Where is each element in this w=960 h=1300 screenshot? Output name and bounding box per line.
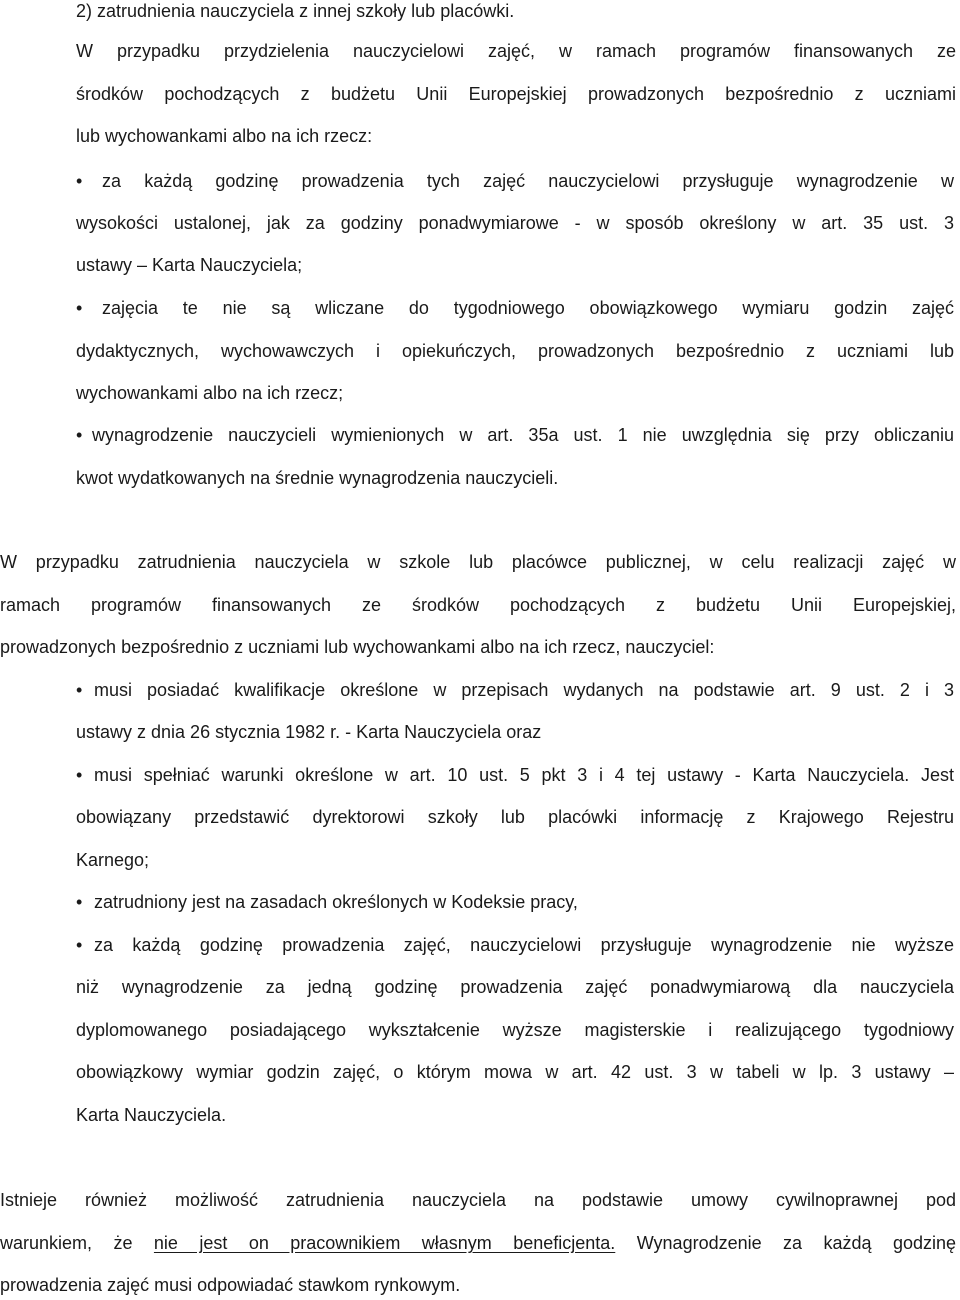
middle-bullet-1-line-2: ustawy z dnia 26 stycznia 1982 r. - Karta Nauczyciela oraz	[76, 722, 542, 742]
middle-bullet-1-line-1: musi posiadać kwalifikacje określone w przepisach wydanych na podstawie art. 9 ust. 2 i 3	[94, 680, 954, 700]
bullet-1-line-2: wysokości ustalonej, jak za godziny ponadwymiarowe - w sposób określony w art. 35 ust. 3	[76, 213, 954, 233]
bullet-dot: •	[76, 298, 83, 318]
bullet-dot: •	[76, 935, 83, 955]
middle-bullet-4-line-4: obowiązkowy wymiar godzin zajęć, o którym mowa w art. 42 ust. 3 w tabeli w lp. 3 ustawy –	[76, 1062, 954, 1082]
bullet-dot: •	[76, 425, 83, 445]
bullet-1-line-1: za każdą godzinę prowadzenia tych zajęć nauczycielowi przysługuje wynagrodzenie w	[102, 171, 954, 191]
middle-bullet-4-line-3: dyplomowanego posiadającego wykształcenie wyższe magisterskie i realizującego tygodniowy	[76, 1020, 954, 1040]
bullet-dot: •	[76, 765, 83, 785]
intro-line-3: lub wychowankami albo na ich rzecz:	[76, 126, 373, 146]
middle-intro-line-1: W przypadku zatrudnienia nauczyciela w szkole lub placówce publicznej, w celu realizacji zajęć w	[0, 552, 956, 572]
middle-bullet-2-line-3: Karnego;	[76, 850, 150, 870]
bullet-2-line-1: zajęcia te nie są wliczane do tygodniowego obowiązkowego wymiaru godzin zajęć	[102, 298, 954, 318]
bottom-line-2-prefix: warunkiem, że	[0, 1233, 154, 1253]
middle-bullet-2-line-2: obowiązany przedstawić dyrektorowi szkoły lub placówki informację z Krajowego Rejestru	[76, 807, 954, 827]
middle-bullet-4-line-1: za każdą godzinę prowadzenia zajęć, nauczycielowi przysługuje wynagrodzenie nie wyższe	[94, 935, 954, 955]
bullet-2-line-2: dydaktycznych, wychowawczych i opiekuńczych, prowadzonych bezpośrednio z uczniami lub	[76, 341, 954, 361]
bottom-line-1: Istnieje również możliwość zatrudnienia nauczyciela na podstawie umowy cywilnoprawnej pod	[0, 1190, 956, 1210]
bottom-line-2	[0, 1232, 956, 1254]
intro-line-2: środków pochodzących z budżetu Unii Europejskiej prowadzonych bezpośrednio z uczniami	[76, 84, 956, 104]
bullet-dot: •	[76, 171, 83, 191]
intro-line-1: W przypadku przydzielenia nauczycielowi zajęć, w ramach programów finansowanych ze	[76, 41, 956, 61]
middle-bullet-4-line-5: Karta Nauczyciela.	[76, 1105, 227, 1125]
item-2: 2) zatrudnienia nauczyciela z innej szkoły lub placówki.	[76, 1, 515, 21]
bullet-3-line-2: kwot wydatkowanych na średnie wynagrodzenia nauczycieli.	[76, 468, 559, 488]
underlined-phrase: nie jest on pracownikiem własnym beneficjenta.	[153, 1233, 616, 1253]
bottom-line-3: prowadzenia zajęć musi odpowiadać stawkom rynkowym.	[0, 1275, 461, 1295]
middle-intro-line-2: ramach programów finansowanych ze środków pochodzących z budżetu Unii Europejskiej,	[0, 595, 956, 615]
bullet-dot: •	[76, 892, 83, 912]
middle-intro-line-3: prowadzonych bezpośrednio z uczniami lub wychowankami albo na ich rzecz, nauczyciel:	[0, 637, 715, 657]
middle-bullet-4-line-2: niż wynagrodzenie za jedną godzinę prowadzenia zajęć ponadwymiarową dla nauczyciela	[76, 977, 954, 997]
bullet-3-line-1: wynagrodzenie nauczycieli wymienionych w art. 35a ust. 1 nie uwzględnia się przy obliczaniu	[92, 425, 954, 445]
middle-bullet-2-line-1: musi spełniać warunki określone w art. 10 ust. 5 pkt 3 i 4 tej ustawy - Karta Nauczyciela. Jest	[94, 765, 954, 785]
bullet-2-line-3: wychowankami albo na ich rzecz;	[76, 383, 344, 403]
middle-bullet-3-line-1: zatrudniony jest na zasadach określonych w Kodeksie pracy,	[94, 892, 578, 912]
bullet-1-line-3: ustawy – Karta Nauczyciela;	[76, 255, 303, 275]
bullet-dot: •	[76, 680, 83, 700]
bottom-line-2-suffix: Wynagrodzenie za każdą godzinę	[615, 1233, 957, 1253]
